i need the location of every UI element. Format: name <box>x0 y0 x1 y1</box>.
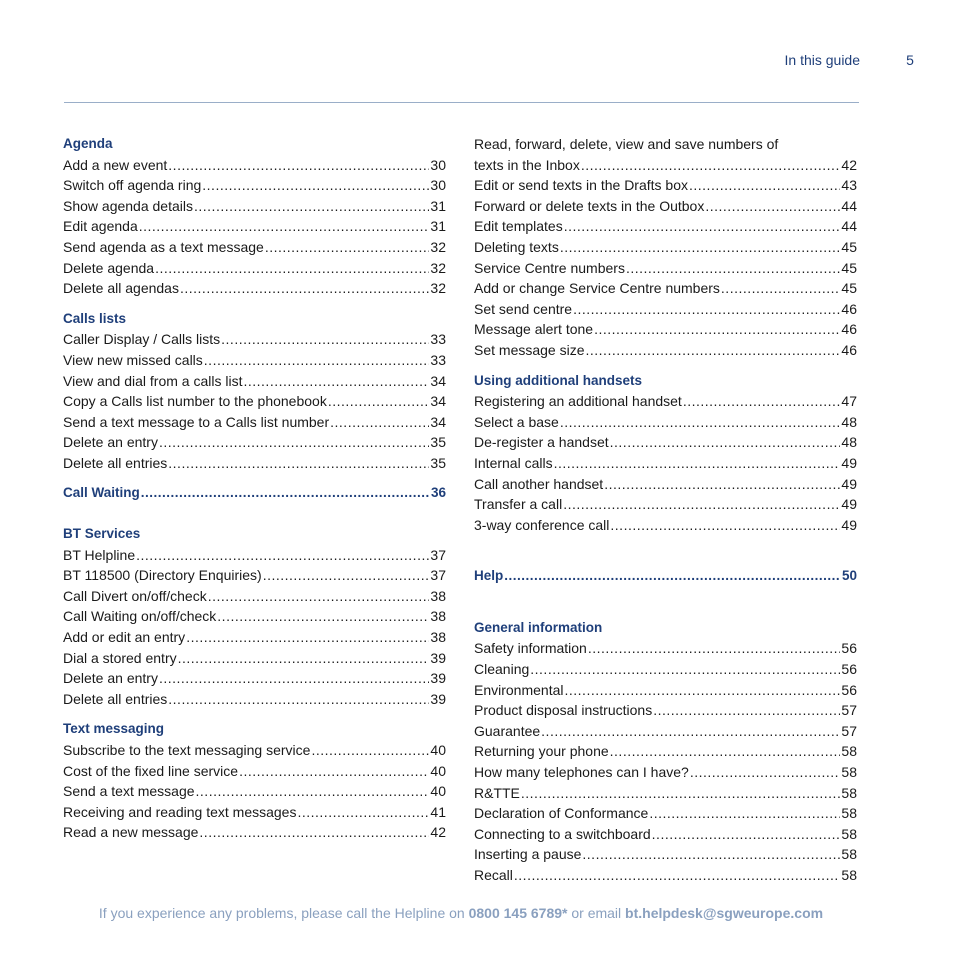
section-title: Agenda <box>63 136 113 151</box>
entry-label: Call Waiting on/off/check <box>63 608 217 625</box>
toc-entry[interactable] <box>63 606 446 627</box>
entry-page: 49 <box>841 516 857 533</box>
entry-label: Transfer a call <box>474 496 563 513</box>
leader-dots <box>202 175 429 196</box>
entry-label: Dial a stored entry <box>63 649 177 666</box>
entry-label: Add or change Service Centre numbers <box>474 280 720 297</box>
entry-label: Recall <box>474 867 513 883</box>
leader-dots <box>180 278 429 299</box>
toc-entry[interactable] <box>63 278 446 299</box>
leader-dots <box>514 865 841 886</box>
entry-page: 58 <box>841 743 857 760</box>
toc-entry[interactable] <box>474 391 857 412</box>
entry-label: Receiving and reading text messages <box>63 803 297 820</box>
leader-dots <box>689 175 840 196</box>
toc-entry[interactable] <box>63 781 446 802</box>
entry-label: Delete all entries <box>63 690 168 707</box>
toc-entry[interactable] <box>474 340 857 361</box>
toc-entry[interactable] <box>474 258 857 279</box>
entry-label: Cost of the fixed line service <box>63 762 239 779</box>
leader-dots <box>683 391 841 412</box>
entry-page: 58 <box>841 846 857 863</box>
entry-label: Caller Display / Calls lists <box>63 331 221 348</box>
leader-dots <box>328 391 430 412</box>
leader-dots <box>652 824 841 845</box>
footer-helpline <box>0 905 922 921</box>
toc-entry[interactable] <box>474 638 857 659</box>
entry-page: 32 <box>430 259 446 276</box>
entry-page: 39 <box>430 690 446 707</box>
entry-page: 46 <box>841 321 857 338</box>
entry-page: 44 <box>841 218 857 235</box>
entry-label: Call another handset <box>474 475 604 492</box>
entry-page: 58 <box>841 825 857 842</box>
entry-page: 58 <box>841 805 857 822</box>
toc-entry[interactable] <box>63 237 446 258</box>
entry-page: 34 <box>430 413 446 430</box>
entry-page: 39 <box>430 670 446 687</box>
entry-label: View new missed calls <box>63 351 203 368</box>
entry-label: Call Divert on/off/check <box>63 587 207 604</box>
entry-label: Service Centre numbers <box>474 259 625 276</box>
leader-dots <box>194 196 429 217</box>
toc-entry[interactable] <box>474 299 857 320</box>
leader-dots <box>649 803 840 824</box>
leader-dots <box>178 648 430 669</box>
entry-label: Show agenda details <box>63 197 193 214</box>
leader-dots <box>530 659 840 680</box>
toc-entry[interactable] <box>474 237 857 258</box>
leader-dots <box>311 740 429 761</box>
entry-page: 30 <box>430 156 446 173</box>
leader-dots <box>610 432 841 453</box>
entry-label: Send a text message <box>63 783 195 800</box>
toc-entry[interactable] <box>474 453 857 474</box>
entry-page: 33 <box>430 351 446 368</box>
header-section-title: In this guide <box>784 52 860 68</box>
entry-page: 41 <box>430 803 446 820</box>
leader-dots <box>265 237 430 258</box>
leader-dots <box>594 319 840 340</box>
leader-dots <box>690 762 841 783</box>
entry-label: Add a new event <box>63 156 168 173</box>
entry-page: 33 <box>430 331 446 348</box>
entry-label: Connecting to a switchboard <box>474 825 651 842</box>
leader-dots <box>168 453 429 474</box>
leader-dots <box>204 350 430 371</box>
toc-entry[interactable] <box>474 680 857 701</box>
section-title: General information <box>474 619 603 635</box>
toc-entry[interactable] <box>474 216 857 237</box>
entry-label: View and dial from a calls list <box>63 372 243 389</box>
leader-dots <box>573 299 840 320</box>
entry-page: 46 <box>841 341 857 358</box>
section-title: Text messaging <box>63 721 165 737</box>
entry-label: Switch off agenda ring <box>63 177 202 194</box>
toc-entry[interactable] <box>63 822 446 843</box>
toc-entry[interactable] <box>63 196 446 217</box>
toc-entry[interactable] <box>474 824 857 845</box>
entry-label: Forward or delete texts in the Outbox <box>474 197 705 214</box>
toc-section-additional-handsets <box>474 371 857 536</box>
entry-label: 3-way conference call <box>474 516 610 533</box>
entry-label: Add or edit an entry <box>63 629 186 646</box>
entry-page: 38 <box>430 629 446 646</box>
section-title: Calls lists <box>63 310 127 326</box>
toc-section-text-messaging <box>63 719 446 843</box>
leader-dots <box>330 412 429 433</box>
leader-dots <box>243 371 429 392</box>
toc-entry[interactable] <box>63 802 446 823</box>
toc-entry[interactable] <box>474 319 857 340</box>
entry-label: Internal calls <box>474 454 553 471</box>
leader-dots <box>560 412 841 433</box>
entry-label: Call Waiting <box>63 484 140 500</box>
toc-entry[interactable] <box>474 175 857 196</box>
toc-entry[interactable] <box>63 175 446 196</box>
entry-page: 49 <box>841 475 857 492</box>
leader-dots <box>582 844 840 865</box>
leader-dots <box>239 761 429 782</box>
entry-page: 58 <box>841 764 857 781</box>
leader-dots <box>217 606 429 627</box>
entry-page: 58 <box>841 784 857 801</box>
toc-entry[interactable] <box>474 659 857 680</box>
leader-dots <box>199 822 429 843</box>
entry-page: 30 <box>430 177 446 194</box>
leader-dots <box>604 474 840 495</box>
leader-dots <box>586 340 841 361</box>
entry-page: 36 <box>430 484 446 500</box>
entry-page: 57 <box>841 722 857 739</box>
toc-entry[interactable] <box>63 565 446 586</box>
toc-entry[interactable] <box>63 648 446 669</box>
toc-entry-help[interactable] <box>474 566 857 587</box>
toc-entry[interactable] <box>63 350 446 371</box>
entry-page: 31 <box>430 218 446 235</box>
leader-dots <box>208 586 430 607</box>
entry-label: Declaration of Conformance <box>474 805 649 822</box>
entry-label: Environmental <box>474 681 564 698</box>
toc-entry[interactable] <box>474 432 857 453</box>
toc-right-column <box>474 134 857 886</box>
entry-label: Safety information <box>474 640 587 657</box>
entry-page: 48 <box>841 413 857 430</box>
entry-page: 42 <box>430 824 446 841</box>
entry-page: 37 <box>430 546 446 563</box>
entry-page: 37 <box>430 567 446 584</box>
leader-dots <box>168 155 429 176</box>
entry-page: 45 <box>841 238 857 255</box>
leader-dots <box>504 566 841 587</box>
entry-label: Read a new message <box>63 824 199 841</box>
entry-label: Subscribe to the text messaging service <box>63 742 311 759</box>
leader-dots <box>563 494 840 515</box>
entry-page: 39 <box>430 649 446 666</box>
toc-entry[interactable] <box>474 844 857 865</box>
leader-dots <box>168 689 429 710</box>
leader-dots <box>139 216 430 237</box>
entry-label: Product disposal instructions <box>474 702 653 719</box>
leader-dots <box>155 258 429 279</box>
leader-dots <box>610 515 840 536</box>
toc-entry[interactable] <box>63 432 446 453</box>
leader-dots <box>581 155 841 176</box>
entry-label: Delete an entry <box>63 434 158 451</box>
entry-page: 49 <box>841 454 857 471</box>
entry-page: 57 <box>841 702 857 719</box>
entry-page: 44 <box>841 197 857 214</box>
toc-entry[interactable] <box>474 278 857 299</box>
entry-page: 40 <box>430 783 446 800</box>
entry-label: Set send centre <box>474 300 573 317</box>
toc-entry[interactable] <box>63 453 446 474</box>
entry-page: 34 <box>430 372 446 389</box>
toc-section-agenda <box>63 134 446 299</box>
toc-entry-call-waiting[interactable] <box>63 483 446 504</box>
entry-label: BT 118500 (Directory Enquiries) <box>63 567 262 584</box>
entry-label: Delete all entries <box>63 454 168 471</box>
entry-label: De-register a handset <box>474 434 609 451</box>
leader-dots <box>141 483 430 504</box>
toc-entry[interactable] <box>63 371 446 392</box>
entry-page: 45 <box>841 259 857 276</box>
entry-label: Message alert tone <box>474 321 594 338</box>
toc-entry[interactable] <box>63 258 446 279</box>
entry-label: R&TTE <box>474 784 520 801</box>
toc-entry[interactable] <box>474 515 857 536</box>
entry-label: BT Helpline <box>63 546 136 563</box>
toc-entry[interactable] <box>474 783 857 804</box>
entry-page: 38 <box>430 608 446 625</box>
entry-page: 50 <box>841 568 857 584</box>
toc-entry[interactable] <box>63 412 446 433</box>
entry-page: 45 <box>841 280 857 297</box>
section-title: BT Services <box>63 526 141 542</box>
entry-page: 58 <box>841 867 857 883</box>
leader-dots <box>653 700 840 721</box>
leader-dots <box>521 783 841 804</box>
leader-dots <box>588 638 841 659</box>
footer-email[interactable]: bt.helpdesk@sgweurope.com <box>625 905 824 921</box>
leader-dots <box>159 432 429 453</box>
footer-text-mid: or email <box>567 905 626 921</box>
leader-dots <box>221 329 429 350</box>
entry-label: Delete agenda <box>63 259 155 276</box>
leader-dots <box>565 680 841 701</box>
leader-dots <box>541 721 840 742</box>
entry-label: Delete an entry <box>63 670 158 687</box>
toc-entry[interactable] <box>474 700 857 721</box>
leader-dots <box>136 545 429 566</box>
entry-page: 31 <box>430 197 446 214</box>
entry-label: Registering an additional handset <box>474 393 682 410</box>
toc-entry[interactable] <box>63 391 446 412</box>
section-title: Using additional handsets <box>474 372 643 388</box>
entry-page: 48 <box>841 434 857 451</box>
entry-page: 49 <box>841 496 857 513</box>
entry-page: 46 <box>841 300 857 317</box>
toc-entry[interactable] <box>63 329 446 350</box>
entry-label: texts in the Inbox <box>474 156 580 173</box>
leader-dots <box>560 237 841 258</box>
toc-entry[interactable] <box>474 803 857 824</box>
entry-page: 35 <box>430 454 446 471</box>
toc-section-general-information <box>474 618 857 886</box>
toc-section-bt-services <box>63 524 446 709</box>
entry-page: 56 <box>841 681 857 698</box>
leader-dots <box>186 627 429 648</box>
entry-page: 35 <box>430 434 446 451</box>
toc-entry[interactable] <box>63 155 446 176</box>
entry-label: Guarantee <box>474 722 541 739</box>
entry-label: Help <box>474 568 504 584</box>
entry-label: Returning your phone <box>474 743 609 760</box>
entry-label: Send a text message to a Calls list number <box>63 413 330 430</box>
toc-entry[interactable] <box>474 494 857 515</box>
toc-section-calls-lists <box>63 309 446 474</box>
toc-entry[interactable] <box>474 412 857 433</box>
toc-entry[interactable] <box>474 741 857 762</box>
entry-label: Send agenda as a text message <box>63 238 264 255</box>
leader-dots <box>554 453 841 474</box>
entry-page: 56 <box>841 640 857 657</box>
toc-entry[interactable] <box>63 545 446 566</box>
entry-label: Cleaning <box>474 661 530 678</box>
entry-page: 32 <box>430 238 446 255</box>
entry-label: Edit templates <box>474 218 563 235</box>
footer-text: If you experience any problems, please call the Helpline on <box>98 905 469 921</box>
toc-entry[interactable] <box>63 689 446 710</box>
entry-label: Copy a Calls list number to the phonebook <box>63 393 327 410</box>
leader-dots <box>564 216 841 237</box>
entry-label: Edit agenda <box>63 218 138 235</box>
header-page-number: 5 <box>906 52 914 68</box>
entry-page: 42 <box>841 156 857 173</box>
leader-dots <box>721 278 841 299</box>
entry-page: 34 <box>430 393 446 410</box>
footer-phone: 0800 145 6789* <box>468 905 568 921</box>
toc-entry[interactable] <box>63 586 446 607</box>
leader-dots <box>263 565 430 586</box>
leader-dots <box>610 741 841 762</box>
entry-label: Inserting a pause <box>474 846 582 863</box>
toc-entry[interactable] <box>63 627 446 648</box>
toc-entry[interactable] <box>474 196 857 217</box>
toc-entry[interactable] <box>474 865 857 886</box>
entry-label: How many telephones can I have? <box>474 764 689 781</box>
entry-page: 38 <box>430 587 446 604</box>
header-divider <box>64 102 859 103</box>
toc-entry[interactable] <box>63 216 446 237</box>
toc-entry[interactable] <box>474 762 857 783</box>
entry-label: Edit or send texts in the Drafts box <box>474 177 688 194</box>
toc-entry[interactable] <box>474 474 857 495</box>
entry-page: 47 <box>841 393 857 410</box>
entry-label: Deleting texts <box>474 238 559 255</box>
entry-page: 32 <box>430 280 446 297</box>
entry-page: 40 <box>430 762 446 779</box>
toc-left-column <box>63 134 446 843</box>
toc-entry-first-line: Read, forward, delete, view and save numbers of <box>474 136 779 152</box>
toc-entry[interactable] <box>474 721 857 742</box>
leader-dots <box>626 258 840 279</box>
toc-entry[interactable] <box>63 668 446 689</box>
leader-dots <box>297 802 429 823</box>
entry-page: 56 <box>841 661 857 678</box>
toc-entry[interactable] <box>474 155 857 176</box>
entry-label: Delete all agendas <box>63 280 179 297</box>
leader-dots <box>196 781 430 802</box>
entry-label: Set message size <box>474 341 585 358</box>
toc-entry[interactable] <box>63 761 446 782</box>
entry-page: 40 <box>430 742 446 759</box>
toc-entry[interactable] <box>63 740 446 761</box>
leader-dots <box>705 196 840 217</box>
entry-page: 43 <box>841 177 857 194</box>
entry-label: Select a base <box>474 413 559 430</box>
leader-dots <box>159 668 429 689</box>
